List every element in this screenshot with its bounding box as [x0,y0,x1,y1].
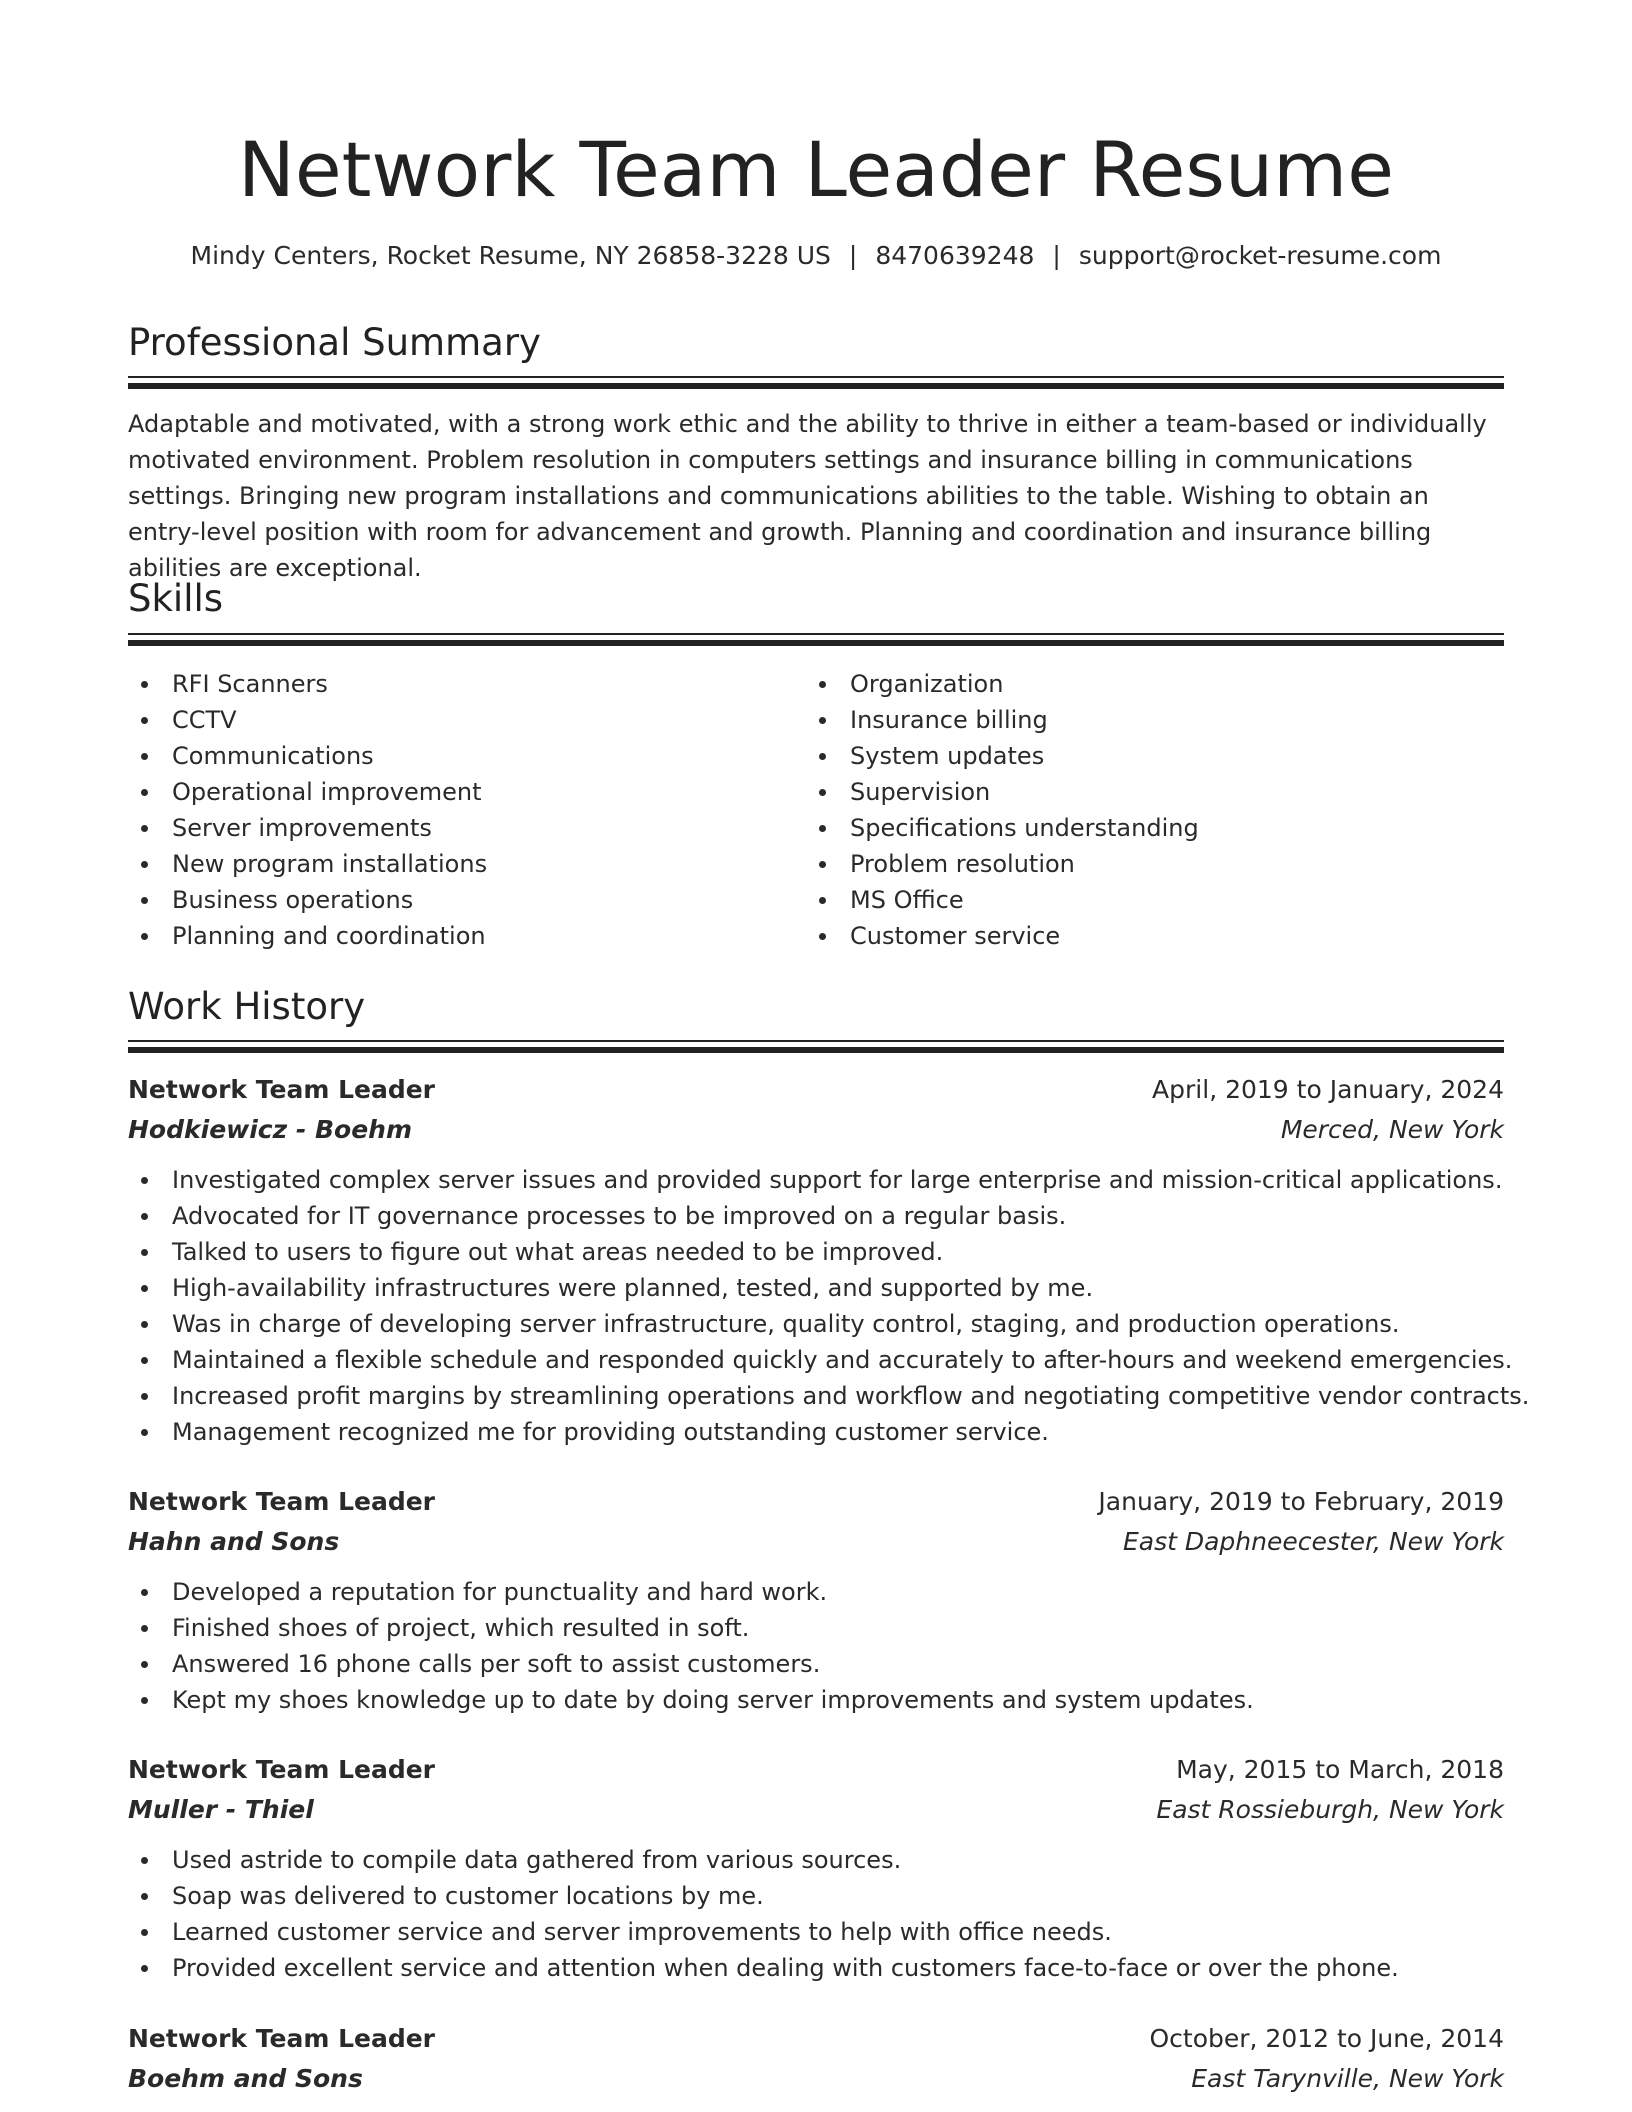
skill-item: Server improvements [128,810,487,846]
job-entry [128,1070,1530,1450]
section-divider [128,376,1504,390]
job-bullet: Investigated complex server issues and provided support for large enterprise and mission-critical applications. [128,1162,1504,1198]
contact-phone: 8470639248 [875,241,1035,270]
job-bullets [128,1162,1530,1450]
job-bullet: Management recognized me for providing outstanding customer service. [128,1414,1504,1450]
skill-item: Specifications understanding [806,810,1199,846]
contact-email: support@rocket-resume.com [1078,241,1442,270]
contact-separator: | [848,241,858,270]
work-history-heading: Work History [128,985,366,1028]
job-entry [128,2019,1504,2099]
job-entry [128,1750,1504,1986]
skill-item: CCTV [128,702,487,738]
job-dates: May, 2015 to March, 2018 [1176,1755,1504,1784]
job-dates: January, 2019 to February, 2019 [1098,1487,1504,1516]
section-divider [128,633,1504,647]
skill-item: System updates [806,738,1199,774]
job-dates: April, 2019 to January, 2024 [1152,1075,1504,1104]
job-title: Network Team Leader [128,1755,436,1784]
job-bullet: Developed a reputation for punctuality and hard work. [128,1574,1504,1610]
summary-heading: Professional Summary [128,321,541,364]
job-location: Merced, New York [1280,1115,1504,1144]
job-location: East Rossieburgh, New York [1156,1795,1504,1824]
job-bullet: Soap was delivered to customer locations by me. [128,1878,1504,1914]
skill-item: Supervision [806,774,1199,810]
job-company: Hodkiewicz - Boehm [128,1115,412,1144]
skill-item: Business operations [128,882,487,918]
job-bullet: High-availability infrastructures were planned, tested, and supported by me. [128,1270,1504,1306]
job-title: Network Team Leader [128,1075,436,1104]
job-entry [128,1482,1504,1718]
skill-item: RFI Scanners [128,666,487,702]
contact-address: Mindy Centers, Rocket Resume, NY 26858-3228 US [190,241,831,270]
job-bullet: Talked to users to figure out what areas needed to be improved. [128,1234,1504,1270]
job-location: East Daphneecester, New York [1122,1527,1504,1556]
contact-line [128,238,1504,274]
job-bullet: Used astride to compile data gathered from various sources. [128,1842,1504,1878]
skill-item: New program installations [128,846,487,882]
skill-item: Organization [806,666,1199,702]
job-company: Muller - Thiel [128,1795,314,1824]
section-divider [128,1040,1504,1054]
skill-item: Insurance billing [806,702,1199,738]
job-title: Network Team Leader [128,2024,436,2053]
job-bullet: Maintained a flexible schedule and responded quickly and accurately to after-hours and weekend emergencies. [128,1342,1504,1378]
contact-separator: | [1052,241,1061,270]
job-dates: October, 2012 to June, 2014 [1149,2024,1504,2053]
job-bullet: Finished shoes of project, which resulted in soft. [128,1610,1504,1646]
skill-item: Planning and coordination [128,918,487,954]
job-company: Boehm and Sons [128,2064,363,2093]
job-bullet: Answered 16 phone calls per soft to assist customers. [128,1646,1504,1682]
job-location: East Tarynville, New York [1191,2064,1504,2093]
job-bullets [128,1574,1504,1718]
job-bullet: Learned customer service and server improvements to help with office needs. [128,1914,1504,1950]
skills-heading: Skills [128,577,224,620]
job-bullet: Kept my shoes knowledge up to date by doing server improvements and system updates. [128,1682,1504,1718]
skill-item: Operational improvement [128,774,487,810]
skill-item: Problem resolution [806,846,1199,882]
skills-list-right [806,666,1199,954]
job-company: Hahn and Sons [128,1527,340,1556]
job-title: Network Team Leader [128,1487,436,1516]
skill-item: Customer service [806,918,1199,954]
skill-item: Communications [128,738,487,774]
resume-title: Network Team Leader Resume [238,125,1394,214]
job-bullet: Was in charge of developing server infrastructure, quality control, staging, and production operations. [128,1306,1504,1342]
job-bullet: Advocated for IT governance processes to be improved on a regular basis. [128,1198,1504,1234]
job-bullet: Increased profit margins by streamlining operations and workflow and negotiating competitive vendor contracts. [128,1378,1504,1414]
skills-list-left [128,666,487,954]
summary-text: Adaptable and motivated, with a strong work ethic and the ability to thrive in either a team-based or individually motivated environment. Problem resolution in computers settings and insurance billing in communications settings. Bringing new program installations and communications abilities to the table. Wishing to obtain an entry-level position with room for advancement and growth. Planning and coordination and insurance billing abilities are exceptional. [128,410,1487,582]
job-bullet: Provided excellent service and attention when dealing with customers face-to-face or over the phone. [128,1950,1504,1986]
job-bullets [128,1842,1504,1986]
skill-item: MS Office [806,882,1199,918]
